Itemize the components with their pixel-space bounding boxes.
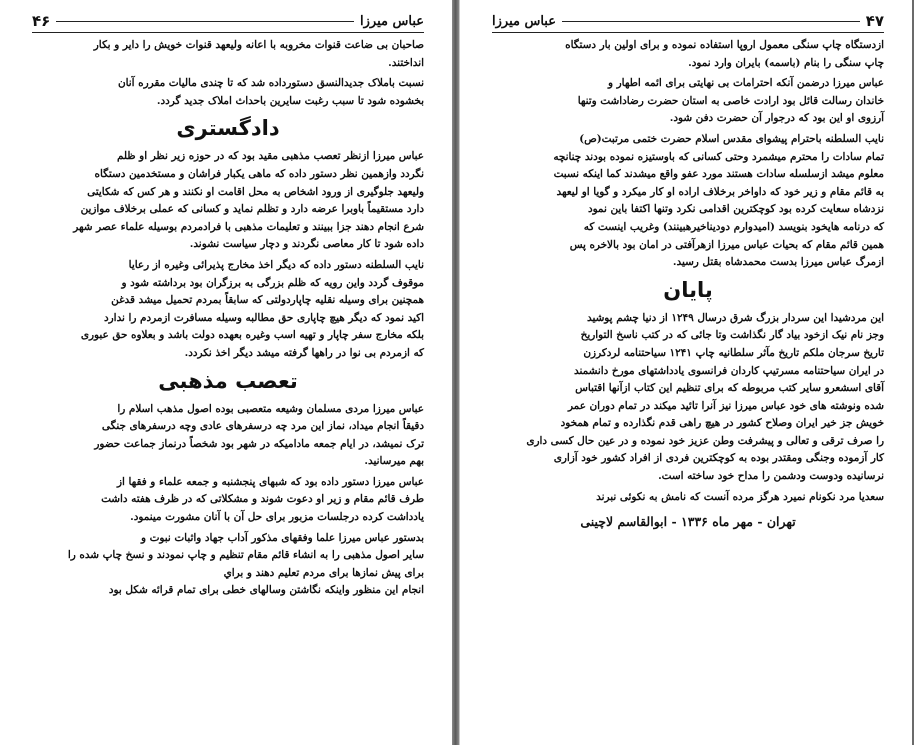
- paragraph: صاحبان بی ضاعت قنوات مخروبه با اعانه ولیعهد قنوات خویش را دایر و بکار انداختند.: [93, 39, 424, 69]
- signature-line: تهران - مهر ماه ۱۳۳۶ - ابوالقاسم لاچینی: [580, 514, 796, 530]
- left-page-number: ۴۶: [32, 12, 51, 30]
- paragraph: این مردشیدا این سردار بزرگ شرق درسال ۱۲۴۹ از دنیا چشم پوشید وجز نام نیک ازخود بیاد گار نگذاشت وتا جائی که در کتب ناسخ التواریخ تاریخ سرجان ملکم تاریخ مآثر سلطانیه چاپ ۱۲۴۱ سیاحتنامه لردکرزن در ایران سیاحتنامه مسرتیپ کاردان فرانسوی یادداشتهای مورخ دانشمند آقای اسشعرو سایر کتب مربوطه که برای تنظیم این کتاب ازآنها اقتباس شده ونوشته های خود عباس میرزا نیز آنرا تائید میکند در تمام دوران عمر خویش جز خیر ایران وصلاح کشور در هیچ راهی قدم نگذارده و تمام همخود را صرف ترقی و تعالی و پیشرفت وطن عزیز خود نموده و در عین حال کسی داری کار آزموده وجنگی ومقتدر بوده به کوچکترین فردی از افراد کشور خود آزاری نرسانیده ودوست ودشمن را مداح خود ساخته است.: [526, 311, 884, 483]
- paragraph: نایب السلطنه باحترام پیشوای مقدس اسلام حضرت ختمی مرتبت(ص) تمام سادات را محترم میشمرد وحتی کسانی که باوستیزه نموده بودند چنانچه معلوم میشد ازسلسله سادات هستند مورد عفو واقع میشدند کما اینکه نسبت به قائم مقام و زیر خود که داواخر برخلاف اراده او کار میکرد و گویا او لیعهد نزدشاه سعایت کرده بود کوچکترین اقدامی نکرد وتنها اکتفا باین نمود که درنامه هایخود بنویسد (امیدوارم دوديناخیرهبینند) وغریب اینست که همین قائم مقام که بحیات عباس میرزا ازهرآفتی در امان بود بالاخره پس ازمرگ عباس میرزا بدست محمدشاه بقتل رسید.: [553, 132, 884, 269]
- paragraph: بدستور عباس میرزا علما وفقهای مذکور آداب جهاد واثبات نبوت و سایر اصول مذهبی را به انشاء قائم مقام تنظیم و چاپ نمودند و نسخ چاپ شده را برای پیش نمازها برای مردم تعلیم دهند و براي انجام این منظور واینکه نگاشتن وسالهای خطی برای تمام قرائه شکل بود: [67, 531, 424, 597]
- paragraph: سعدیا مرد نکونام نمیرد هرگز مرده آنست که نامش به نکوئی نبرند: [596, 490, 884, 503]
- section-heading: دادگستری: [176, 116, 280, 141]
- header-rule: [562, 21, 860, 22]
- right-page-number: ۴۷: [865, 12, 884, 30]
- right-header-title: عباس میرزا: [492, 13, 556, 29]
- left-page: [0, 0, 453, 745]
- left-page-content: [32, 12, 424, 603]
- left-running-header: [32, 12, 424, 33]
- paragraph: عباس میرزا درضمن آنکه احترامات بی نهایتی برای ائمه اطهار و خاندان رسالت قائل بود ارادت خاصی به استان حضرت رضاداشت وتنها آرزوی او این بود که درجوار آن حضرت دفن شود.: [577, 77, 884, 125]
- right-page-content: [492, 12, 884, 529]
- paragraph: نایب السلطنه دستور داده که دیگر اخذ مخارج پذیرائی وغیره از رعایا موقوف گردد واین رویه که ظلم بزرگی به برزگران بود برداشته شود و همچنین برای وسیله نقلیه چاپاردولتی که سابقاً بمردم تحمیل میشد قدغن اکید نمود که دیگر هیچ چاپاری حق مطالبه وسیله مسافرت ازمردم را ندارد بلکه مخارج سفر چاپار و تهیه اسب وغیره بعهده دولت باشد و بعلاوه حق عبوری که ازمردم بی نوا در راهها گرفته میشد دیگر اخذ نکردد.: [80, 258, 424, 359]
- left-header-title: عباس میرزا: [360, 13, 424, 29]
- header-rule: [56, 21, 354, 22]
- paragraph: عباس میرزا مردی مسلمان وشیعه متعصبی بوده اصول مذهب اسلام را دقیقاً انجام میداد، نماز این مرد چه درسفرهای عادی وچه درسفرهای جنگی ترک نمیشد، در ایام جمعه مادامیکه در شهر بود شخصاً درنماز جماعت حضور بهم میرسانید.: [94, 402, 424, 468]
- paragraph: عباس میرزا دستور داده بود که شبهای پنجشنبه و جمعه علماء و فقها از طرف قائم مقام و زیر او دعوت شوند و مشکلاتی که در ظرف هفته داشت یادداشت کرده درجلسات مزبور برای حل آن با آنان مشورت مینمود.: [101, 475, 424, 524]
- right-page-body: [492, 37, 884, 506]
- paragraph: عباس میرزا ازنظر تعصب مذهبی مقید بود که در حوزه زیر نظر او ظلم نگردد وازهمین نظر دستور داده که ماهی یکبار فراشان و مستخدمین دستگاه ولیعهد جلوگیری از ورود اشخاص به محل اقامت او نکنند و هر کس که شکایتی دارد مستقیماً باوبرا عرضه دارد و تظلم نماید و کسانی که عملی برخلاف موازین شرع انجام دهند جزا ببینند و تعلیمات مذهبی با فرادمردم بوسیله علماء عصر شهر داده شود تا کار معاصی نگردند و دچار سیاست نشوند.: [73, 150, 424, 251]
- right-running-header: [492, 12, 884, 33]
- paragraph: نسبت باملاک جدیدالنسق دستورداده شد که تا چندی مالیات مقرره آنان بخشوده شود تا سبب رغبت سایرین باحداث املاک جدید گردد.: [117, 77, 424, 107]
- book-gutter: [452, 0, 459, 745]
- section-heading: تعصب مذهبی: [158, 368, 298, 393]
- right-page: [459, 0, 912, 745]
- left-page-body: [32, 37, 424, 600]
- section-heading: پایان: [663, 277, 713, 302]
- paragraph: ازدستگاه چاپ سنگی معمول اروپا استفاده نموده و برای اولین بار دستگاه چاپ سنگی را بنام (باسمه) بایران وارد نمود.: [565, 39, 884, 69]
